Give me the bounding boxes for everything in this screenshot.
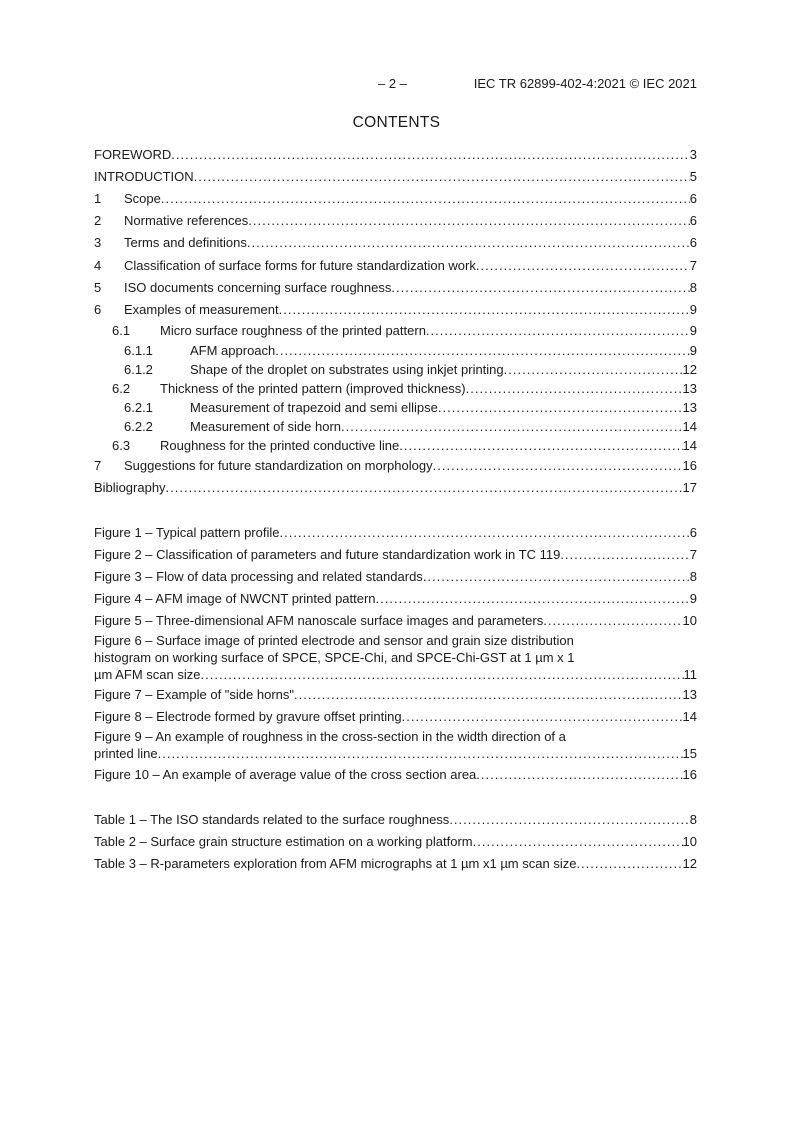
leader-dots [576, 855, 682, 872]
toc-entry-6-2-1[interactable]: 6.2.1 Measurement of trapezoid and semi ellipse . . . 13 [94, 399, 697, 416]
table-entry-2[interactable]: Table 2 – Surface grain structure estimation on a working platform . . . 10 [94, 833, 697, 850]
leader-dots [194, 168, 690, 185]
figure-entry-8[interactable]: Figure 8 – Electrode formed by gravure offset printing . . . 14 [94, 708, 697, 725]
leader-dots [200, 666, 683, 683]
table-entry-1[interactable]: Table 1 – The ISO standards related to the surface roughness . . . 8 [94, 811, 697, 828]
leader-dots [158, 745, 683, 762]
leader-dots [449, 811, 689, 828]
toc-entry-6-3[interactable]: 6.3 Roughness for the printed conductive line . . . 14 [94, 437, 697, 454]
toc-entry-6-1[interactable]: 6.1 Micro surface roughness of the printed pattern . . . 9 [94, 322, 697, 339]
figure-entry-2[interactable]: Figure 2 – Classification of parameters and future standardization work in TC 119 . . . 7 [94, 546, 697, 563]
leader-dots [376, 590, 690, 607]
leader-dots [476, 766, 682, 783]
toc-entry-2[interactable]: 2 Normative references . . . 6 [94, 212, 697, 229]
figure-entry-4[interactable]: Figure 4 – AFM image of NWCNT printed pattern . . . 9 [94, 590, 697, 607]
figure-entry-7[interactable]: Figure 7 – Example of "side horns" . . . 13 [94, 686, 697, 703]
leader-dots [399, 437, 682, 454]
contents-title: CONTENTS [352, 114, 441, 131]
leader-dots [543, 612, 682, 629]
leader-dots [279, 301, 690, 318]
header-document-id: IEC TR 62899-402-4:2021 © IEC 2021 [473, 76, 697, 91]
leader-dots [171, 146, 689, 163]
leader-dots [247, 234, 690, 251]
figure-entry-1[interactable]: Figure 1 – Typical pattern profile . . . 6 [94, 524, 697, 541]
leader-dots [423, 568, 690, 585]
toc-entry-7[interactable]: 7 Suggestions for future standardization on morphology . . . 16 [94, 457, 697, 474]
leader-dots [426, 322, 690, 339]
figure-entry-9[interactable]: Figure 9 – An example of roughness in the cross-section in the width direction of a printed line . . . 15 [94, 728, 697, 762]
leader-dots [476, 257, 690, 274]
figure-entry-5[interactable]: Figure 5 – Three-dimensional AFM nanoscale surface images and parameters . . . 10 [94, 612, 697, 629]
leader-dots [438, 399, 683, 416]
leader-dots [275, 342, 690, 359]
leader-dots [466, 380, 683, 397]
leader-dots [433, 457, 683, 474]
leader-dots [166, 479, 683, 496]
leader-dots [161, 190, 690, 207]
leader-dots [391, 279, 689, 296]
header-page-number: – 2 – [378, 76, 407, 91]
toc-entry-bibliography[interactable]: Bibliography . . . 17 [94, 479, 697, 496]
table-entry-3[interactable]: Table 3 – R-parameters exploration from AFM micrographs at 1 µm x1 µm scan size . . . 12 [94, 855, 697, 872]
figure-entry-6[interactable]: Figure 6 – Surface image of printed electrode and sensor and grain size distribution histogram on working surface of SPCE, SPCE-Chi, and SPCE-Chi-GST at 1 µm x 1 µm AFM scan size . . . 11 [94, 632, 697, 683]
figure-entry-10[interactable]: Figure 10 – An example of average value of the cross section area . . . 16 [94, 766, 697, 783]
toc-entry-1[interactable]: 1 Scope . . . 6 [94, 190, 697, 207]
leader-dots [504, 361, 683, 378]
figure-entry-3[interactable]: Figure 3 – Flow of data processing and related standards . . . 8 [94, 568, 697, 585]
leader-dots [294, 686, 683, 703]
leader-dots [248, 212, 689, 229]
toc-entry-6[interactable]: 6 Examples of measurement . . . 9 [94, 301, 697, 318]
leader-dots [560, 546, 689, 563]
toc-entry-4[interactable]: 4 Classification of surface forms for future standardization work . . . 7 [94, 257, 697, 274]
leader-dots [341, 418, 683, 435]
leader-dots [473, 833, 683, 850]
toc-entry-6-2-2[interactable]: 6.2.2 Measurement of side horn . . . 14 [94, 418, 697, 435]
leader-dots [279, 524, 689, 541]
toc-entry-6-1-1[interactable]: 6.1.1 AFM approach . . . 9 [94, 342, 697, 359]
toc-entry-5[interactable]: 5 ISO documents concerning surface roughness . . . 8 [94, 279, 697, 296]
leader-dots [402, 708, 683, 725]
toc-entry-introduction[interactable]: INTRODUCTION . . . 5 [94, 168, 697, 185]
toc-entry-6-2[interactable]: 6.2 Thickness of the printed pattern (improved thickness) . . . 13 [94, 380, 697, 397]
toc-entry-3[interactable]: 3 Terms and definitions . . . 6 [94, 234, 697, 251]
toc-entry-6-1-2[interactable]: 6.1.2 Shape of the droplet on substrates using inkjet printing . . . 12 [94, 361, 697, 378]
toc-entry-foreword[interactable]: FOREWORD . . . 3 [94, 146, 697, 163]
page-header [94, 76, 697, 94]
